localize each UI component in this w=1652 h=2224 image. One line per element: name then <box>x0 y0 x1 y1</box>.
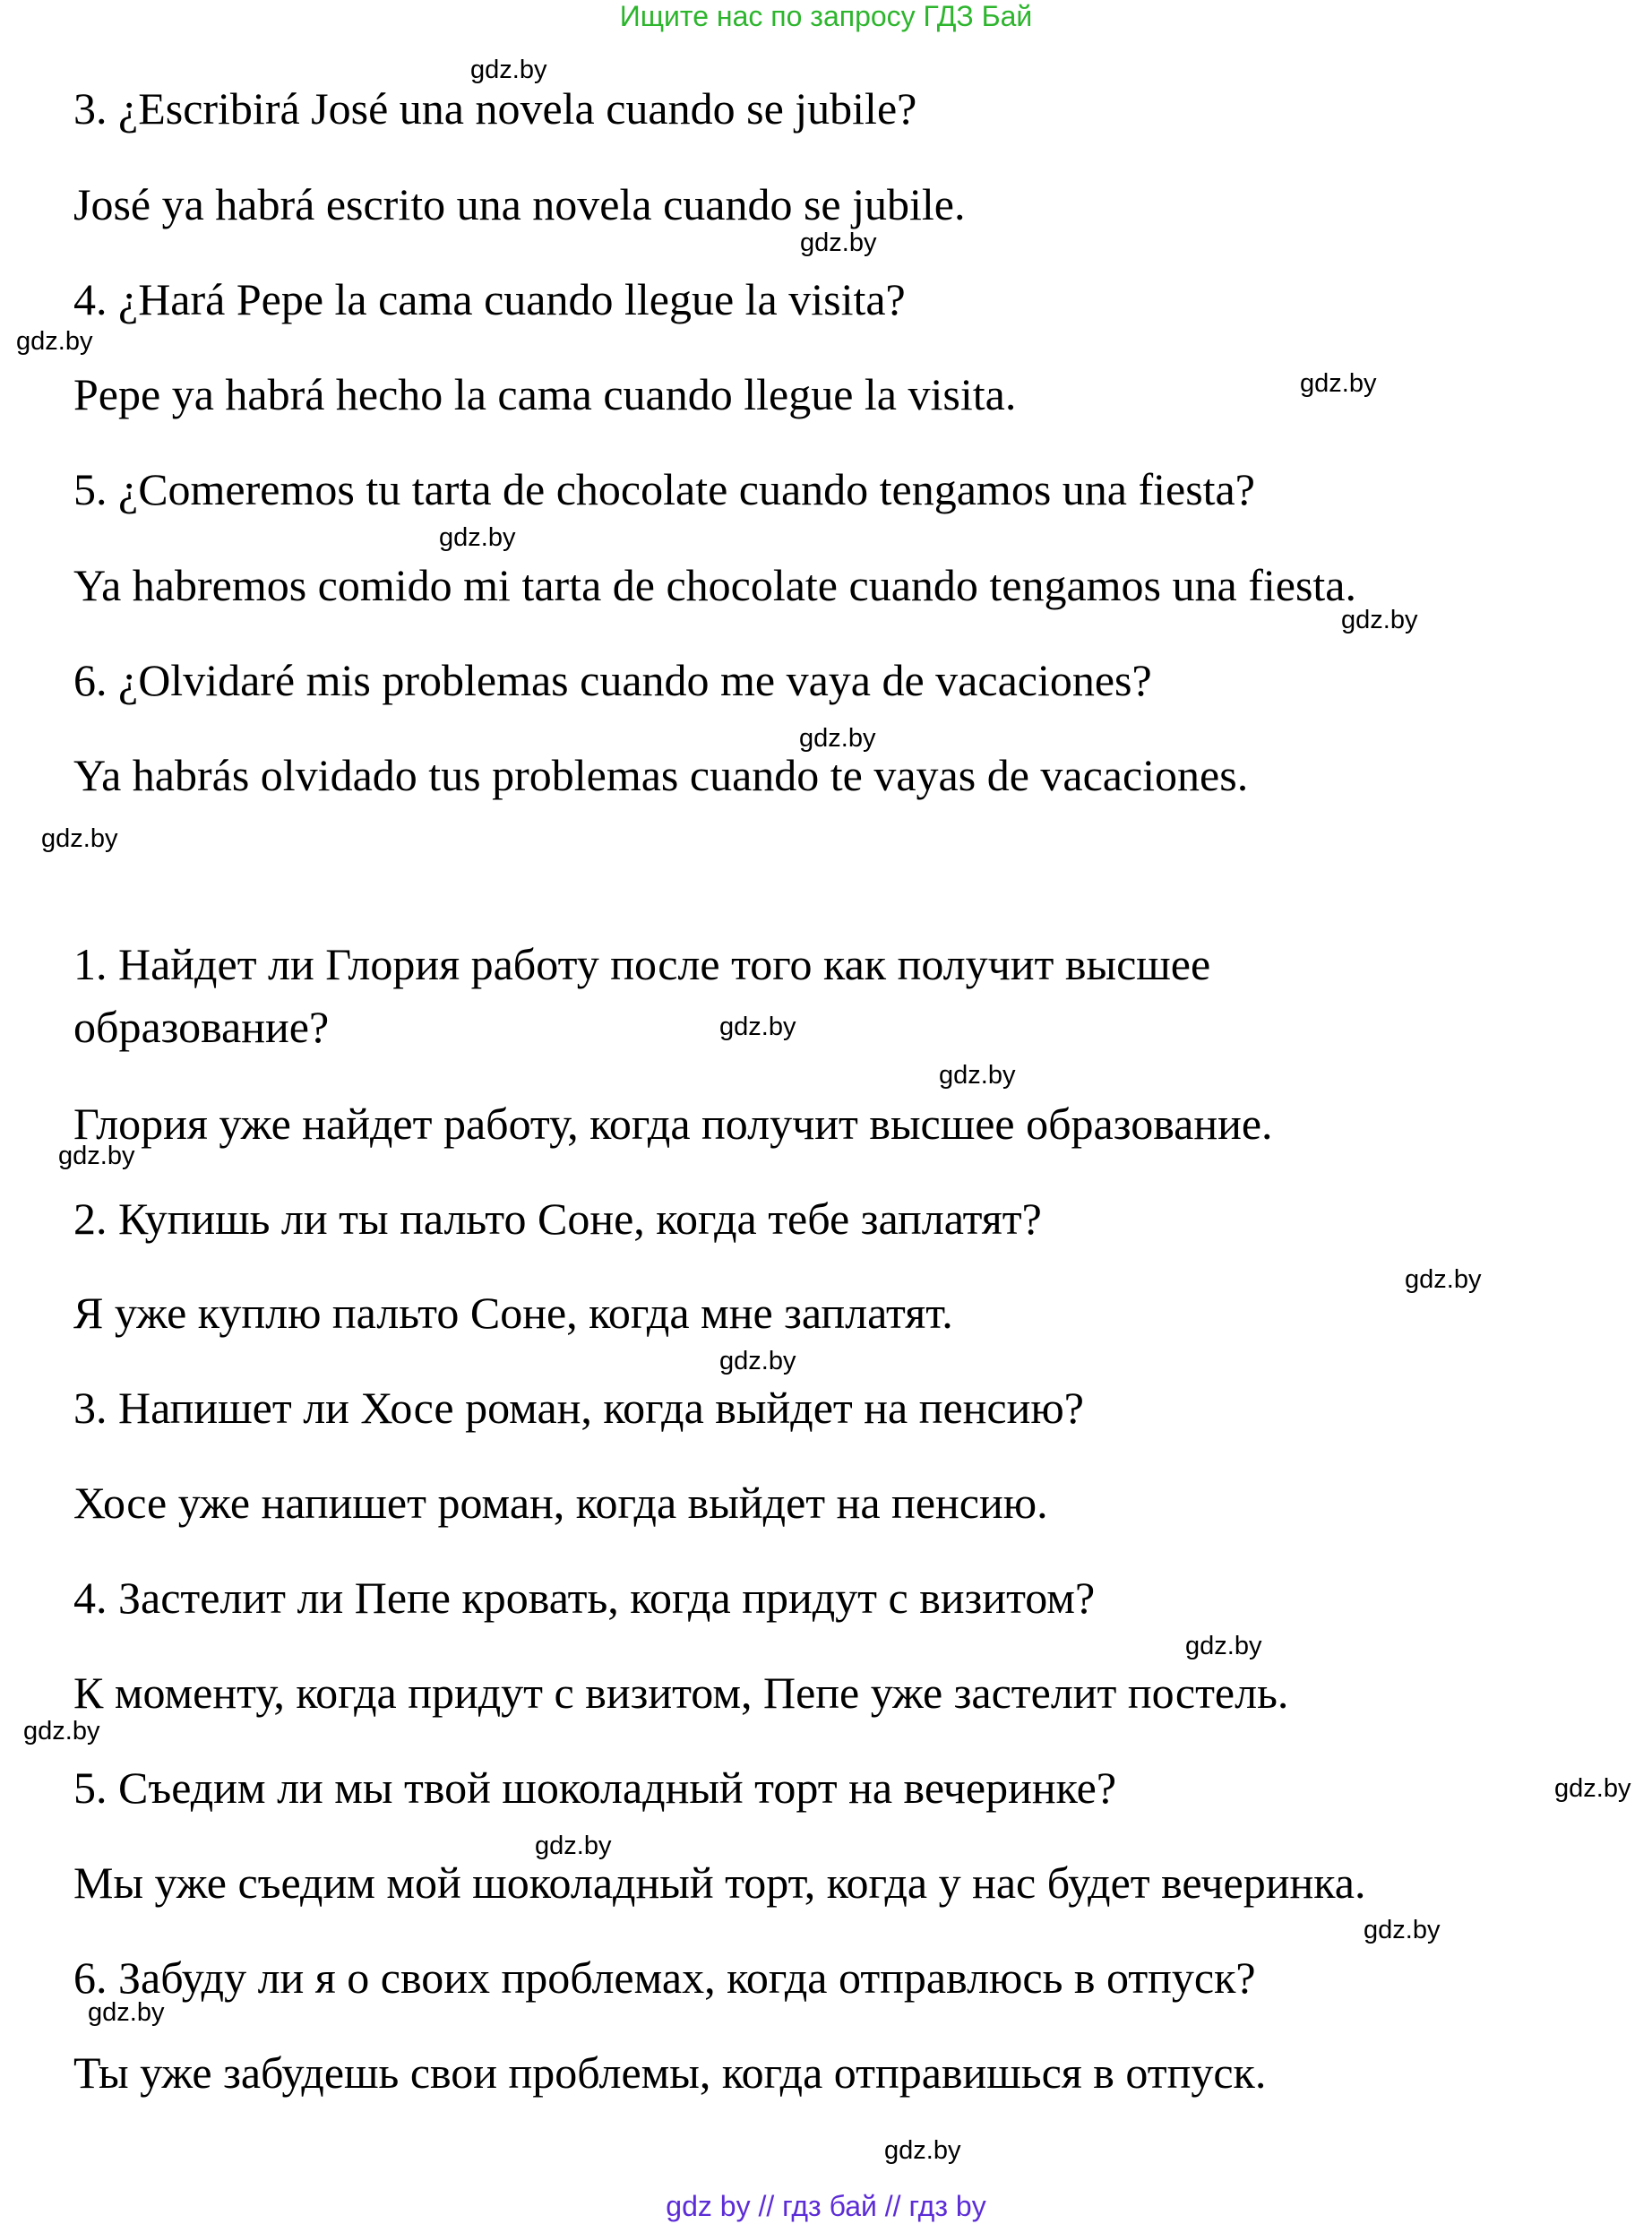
russian-answer-2: Я уже куплю пальто Соне, когда мне заплатят. <box>73 1288 953 1338</box>
spanish-answer-6: Ya habrás olvidado tus problemas cuando te vayas de vacaciones. <box>73 750 1249 800</box>
watermark: gdz.by <box>1185 1632 1262 1660</box>
watermark: gdz.by <box>41 824 118 853</box>
watermark: gdz.by <box>719 1347 796 1375</box>
spanish-answer-5: Ya habremos comido mi tarta de chocolate cuando tengamos una fiesta. <box>73 560 1356 610</box>
spanish-answer-4: Pepe ya habrá hecho la cama cuando llegue la visita. <box>73 369 1017 419</box>
watermark: gdz.by <box>1364 1916 1441 1944</box>
watermark: gdz.by <box>719 1013 796 1041</box>
russian-answer-4: К моменту, когда придут с визитом, Пепе уже застелит постель. <box>73 1668 1289 1718</box>
watermark: gdz.by <box>939 1061 1016 1090</box>
watermark: gdz.by <box>16 327 93 356</box>
watermark: gdz.by <box>884 2136 961 2165</box>
watermark: gdz.by <box>1554 1774 1631 1803</box>
watermark: gdz.by <box>23 1717 100 1746</box>
spanish-answer-3: José ya habrá escrito una novela cuando se jubile. <box>73 179 966 229</box>
russian-question-1: 1. Найдет ли Глория работу после того как получит высшее <box>73 939 1211 989</box>
russian-answer-1: Глория уже найдет работу, когда получит высшее образование. <box>73 1099 1273 1149</box>
watermark: gdz.by <box>58 1142 135 1170</box>
russian-question-5: 5. Съедим ли мы твой шоколадный торт на вечеринке? <box>73 1763 1117 1813</box>
russian-question-1-cont: образование? <box>73 1002 330 1052</box>
spanish-question-5: 5. ¿Comeremos tu tarta de chocolate cuando tengamos una fiesta? <box>73 464 1255 514</box>
russian-answer-5: Мы уже съедим мой шоколадный торт, когда у нас будет вечеринка. <box>73 1858 1366 1908</box>
spanish-question-3: 3. ¿Escribirá José una novela cuando se jubile? <box>73 83 917 134</box>
watermark: gdz.by <box>800 228 877 257</box>
spanish-question-6: 6. ¿Olvidaré mis problemas cuando me vaya de vacaciones? <box>73 655 1152 705</box>
footer-links[interactable]: gdz by // гдз бай // гдз by <box>666 2190 986 2222</box>
russian-question-3: 3. Напишет ли Хосе роман, когда выйдет на пенсию? <box>73 1383 1084 1433</box>
russian-question-4: 4. Застелит ли Пепе кровать, когда придут с визитом? <box>73 1573 1096 1623</box>
watermark: gdz.by <box>1341 606 1418 634</box>
watermark: gdz.by <box>1300 369 1377 398</box>
watermark: gdz.by <box>88 1998 165 2027</box>
russian-answer-6: Ты уже забудешь свои проблемы, когда отправишься в отпуск. <box>73 2047 1267 2098</box>
watermark: gdz.by <box>535 1832 612 1860</box>
watermark: gdz.by <box>439 523 516 552</box>
russian-question-2: 2. Купишь ли ты пальто Соне, когда тебе заплатят? <box>73 1194 1042 1244</box>
spanish-question-4: 4. ¿Hará Pepe la cama cuando llegue la visita? <box>73 274 906 324</box>
russian-question-6: 6. Забуду ли я о своих проблемах, когда отправлюсь в отпуск? <box>73 1952 1256 2003</box>
watermark: gdz.by <box>1405 1265 1482 1294</box>
watermark: gdz.by <box>470 56 547 84</box>
watermark: gdz.by <box>799 724 876 753</box>
russian-answer-3: Хосе уже напишет роман, когда выйдет на пенсию. <box>73 1478 1048 1528</box>
top-banner[interactable]: Ищите нас по запросу ГДЗ Бай <box>619 0 1033 32</box>
